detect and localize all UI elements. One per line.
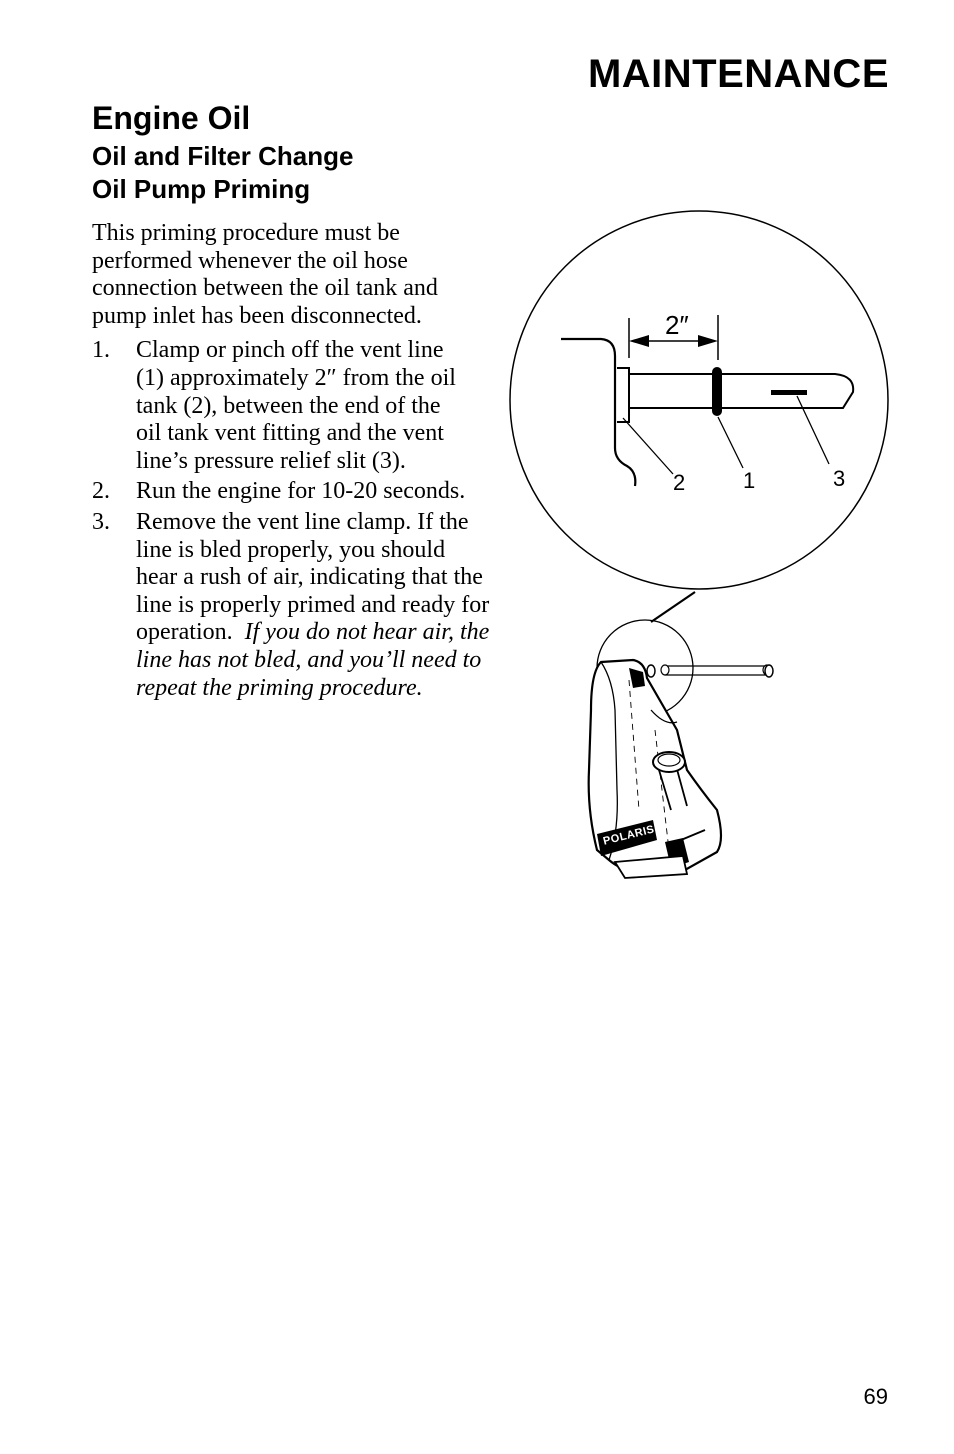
callout-vent-line: 1	[743, 468, 756, 493]
body-text	[92, 220, 492, 705]
vent-line-clamp	[712, 367, 722, 416]
vent-line-illustration	[505, 210, 895, 880]
subheading-oil-filter-change: Oil and Filter Change	[92, 141, 354, 171]
step-text: Run the engine for 10-20 seconds.	[136, 478, 466, 505]
step-number: 2.	[92, 478, 110, 505]
step-item	[92, 478, 476, 506]
step-number: 1.	[92, 337, 110, 364]
step-text: Clamp or pinch off the vent line (1) approximately 2″ from the oil tank (2), between the end of the oil tank vent fitting and the vent line’s pressure relief slit (3).	[136, 337, 456, 474]
page-number: 69	[863, 1384, 888, 1409]
detail-magnifier-circle	[510, 211, 888, 589]
page-title: Engine Oil	[92, 100, 251, 136]
callout-oil-tank: 2	[673, 470, 686, 495]
step-warning-text: If you do not hear air, the line has not bled, and you’ll need to repeat the priming procedure.	[136, 619, 490, 701]
step-text: Remove the vent line clamp. If the line is bled properly, you should hear a rush of air, indicating that the line is properly primed and ready for operation.	[136, 508, 490, 646]
step-item	[92, 509, 492, 702]
subheading-oil-pump-priming: Oil Pump Priming	[92, 174, 311, 204]
dimension-label: 2″	[665, 310, 689, 340]
step-number: 3.	[92, 508, 110, 535]
brand-logo-text: POLARIS	[602, 823, 656, 848]
filler-cap	[653, 752, 685, 772]
callout-relief-slit: 3	[833, 466, 846, 491]
pressure-relief-slit	[771, 390, 807, 395]
vent-line-diagram-graphic	[505, 210, 895, 880]
procedure-steps	[92, 337, 492, 702]
section-title: MAINTENANCE	[587, 52, 889, 96]
step-item	[92, 337, 466, 475]
intro-paragraph: This priming procedure must be performed whenever the oil hose connection between the oil tank and pump inlet has been disconnected.	[92, 220, 438, 329]
